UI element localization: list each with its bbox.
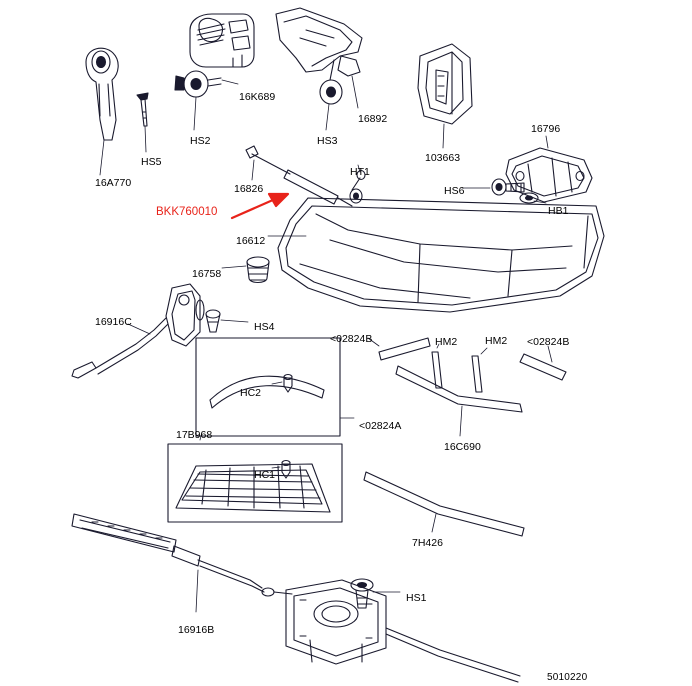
callout-label-hs4: HS4 — [254, 321, 275, 333]
part-02824b-left — [379, 338, 430, 360]
callout-label-16a770: 16A770 — [95, 177, 132, 189]
diagram-corner-code: 5010220 — [547, 672, 588, 683]
callout-label-16796: 16796 — [531, 123, 561, 135]
callout-label-16916b: 16916B — [178, 624, 215, 636]
callout-label-hm2-right: HM2 — [485, 335, 508, 347]
part-16758 — [247, 257, 269, 283]
callout-label-hs2: HS2 — [190, 135, 211, 147]
part-02824b-right — [520, 354, 566, 380]
callout-label-hs5: HS5 — [141, 156, 162, 168]
callout-label-7h426: 7H426 — [412, 537, 443, 549]
callout-label-02824a: <02824A — [359, 420, 402, 432]
callout-label-hc1: HC1 — [254, 469, 276, 481]
callout-label-17b968: 17B968 — [176, 429, 213, 441]
part-16796 — [506, 148, 592, 202]
callout-label-hs3: HS3 — [317, 135, 338, 147]
part-16892 — [276, 8, 362, 104]
callout-label-16916c: 16916C — [95, 316, 132, 328]
callout-label-hs1: HS1 — [406, 592, 427, 604]
part-17b968 — [168, 444, 342, 522]
part-16916c — [72, 284, 204, 378]
callout-label-16758: 16758 — [192, 268, 222, 280]
part-103663 — [418, 44, 472, 124]
part-16826 — [246, 146, 365, 206]
part-7h426 — [364, 472, 524, 536]
part-hs2 — [175, 71, 221, 97]
callout-label-bkk760010: BKK760010 — [156, 206, 218, 218]
part-16k689 — [190, 14, 254, 67]
callout-label-16826: 16826 — [234, 183, 264, 195]
part-latch-housing — [286, 580, 520, 682]
part-hm2-left — [432, 352, 442, 388]
callout-label-16k689: 16K689 — [239, 91, 276, 103]
part-hs5 — [137, 93, 148, 126]
callout-label-16612: 16612 — [236, 235, 266, 247]
callout-label-02824b-right: <02824B — [527, 336, 570, 348]
part-02824a — [196, 338, 340, 436]
callout-label-hm2-left: HM2 — [435, 336, 458, 348]
callout-label-hs6: HS6 — [444, 185, 465, 197]
part-hs4 — [206, 310, 220, 332]
callout-label-02824b-left: <02824B — [330, 333, 373, 345]
callout-label-ht1: HT1 — [350, 166, 370, 178]
callout-label-hc2: HC2 — [240, 387, 262, 399]
part-hm2-right — [472, 356, 482, 392]
callout-label-16892: 16892 — [358, 113, 388, 125]
callout-label-16c690: 16C690 — [444, 441, 481, 453]
callout-label-103663: 103663 — [425, 152, 461, 164]
part-16c690 — [396, 366, 522, 412]
part-16916b — [72, 514, 292, 596]
part-16a770 — [86, 48, 118, 140]
callout-label-hb1: HB1 — [548, 205, 569, 217]
highlight-arrow — [232, 194, 288, 218]
